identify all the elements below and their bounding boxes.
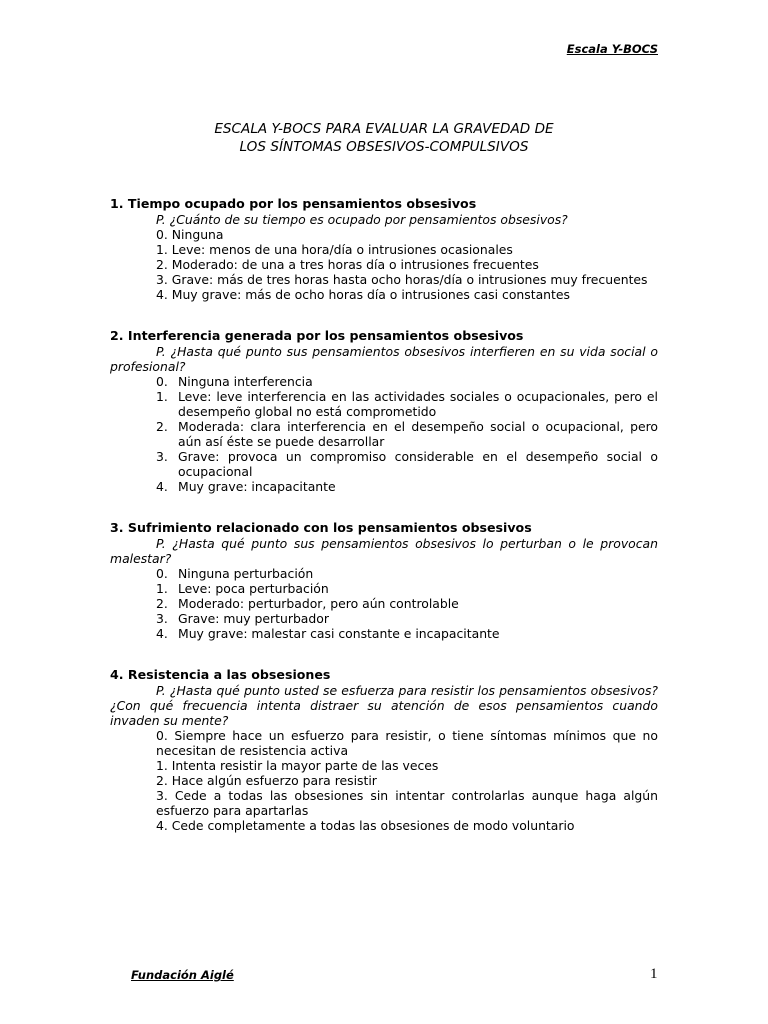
option-number: 0. bbox=[156, 566, 168, 581]
document-title bbox=[110, 120, 658, 156]
option-item: 0. Ninguna bbox=[156, 227, 224, 242]
option-item bbox=[110, 419, 658, 449]
option-item: 4. Cede completamente a todas las obsesiones de modo voluntario bbox=[156, 818, 575, 833]
option-item bbox=[110, 626, 658, 641]
option-item bbox=[110, 581, 658, 596]
option-item: 2. Hace algún esfuerzo para resistir bbox=[156, 773, 377, 788]
option-item: 4. Muy grave: más de ocho horas día o intrusiones casi constantes bbox=[156, 287, 570, 302]
section-heading: 2. Interferencia generada por los pensamientos obsesivos bbox=[110, 328, 524, 343]
option-item: 1. Intenta resistir la mayor parte de las veces bbox=[156, 758, 439, 773]
option-item bbox=[110, 449, 658, 479]
section-question: P. ¿Hasta qué punto usted se esfuerza para resistir los pensamientos obsesivos? ¿Con qué frecuencia intenta distraer su atención de esos pensamientos cuando invaden su mente? bbox=[110, 683, 658, 728]
option-item: 2. Moderado: de una a tres horas día o intrusiones frecuentes bbox=[156, 257, 539, 272]
section-3 bbox=[110, 520, 658, 641]
option-text: Ninguna interferencia bbox=[178, 374, 313, 389]
section-heading: 4. Resistencia a las obsesiones bbox=[110, 667, 331, 682]
section-2 bbox=[110, 328, 658, 494]
option-item: 3. Grave: más de tres horas hasta ocho horas/día o intrusiones muy frecuentes bbox=[156, 272, 648, 287]
option-text: Muy grave: incapacitante bbox=[178, 479, 336, 494]
option-item bbox=[110, 479, 658, 494]
section-question: P. ¿Cuánto de su tiempo es ocupado por pensamientos obsesivos? bbox=[156, 212, 568, 227]
option-number: 1. bbox=[156, 581, 168, 596]
document-title-line-2: LOS SÍNTOMAS OBSESIVOS-COMPULSIVOS bbox=[239, 139, 529, 155]
option-text: Moderada: clara interferencia en el desempeño social o ocupacional, pero aún así éste se puede desarrollar bbox=[178, 419, 658, 449]
footer-organization: Fundación Aiglé bbox=[131, 968, 234, 982]
option-number: 0. bbox=[156, 374, 168, 389]
document-title-line-1: ESCALA Y-BOCS PARA EVALUAR LA GRAVEDAD DE bbox=[214, 121, 554, 137]
option-number: 2. bbox=[156, 419, 168, 434]
option-item: 0. Siempre hace un esfuerzo para resistir, o tiene síntomas mínimos que no necesitan de resistencia activa bbox=[156, 728, 658, 758]
option-number: 4. bbox=[156, 626, 168, 641]
option-item: 1. Leve: menos de una hora/día o intrusiones ocasionales bbox=[156, 242, 513, 257]
option-item bbox=[110, 374, 658, 389]
document-body bbox=[110, 196, 658, 859]
option-text: Moderado: perturbador, pero aún controlable bbox=[178, 596, 459, 611]
section-1 bbox=[110, 196, 658, 302]
section-question: P. ¿Hasta qué punto sus pensamientos obsesivos lo perturban o le provocan malestar? bbox=[110, 536, 658, 566]
option-number: 2. bbox=[156, 596, 168, 611]
option-text: Grave: provoca un compromiso considerable en el desempeño social o ocupacional bbox=[178, 449, 658, 479]
section-4 bbox=[110, 667, 658, 833]
option-item bbox=[110, 389, 658, 419]
section-question: P. ¿Hasta qué punto sus pensamientos obsesivos interfieren en su vida social o profesional? bbox=[110, 344, 658, 374]
section-heading: 1. Tiempo ocupado por los pensamientos obsesivos bbox=[110, 196, 477, 211]
option-number: 4. bbox=[156, 479, 168, 494]
option-item bbox=[110, 611, 658, 626]
option-text: Leve: poca perturbación bbox=[178, 581, 329, 596]
page-number: 1 bbox=[650, 966, 658, 982]
option-text: Grave: muy perturbador bbox=[178, 611, 329, 626]
option-number: 3. bbox=[156, 449, 168, 464]
option-item bbox=[110, 566, 658, 581]
option-text: Leve: leve interferencia en las actividades sociales o ocupacionales, pero el desempeño global no está comprometido bbox=[178, 389, 658, 419]
option-item: 3. Cede a todas las obsesiones sin intentar controlarlas aunque haga algún esfuerzo para apartarlas bbox=[156, 788, 658, 818]
option-number: 1. bbox=[156, 389, 168, 404]
option-text: Ninguna perturbación bbox=[178, 566, 314, 581]
option-text: Muy grave: malestar casi constante e incapacitante bbox=[178, 626, 500, 641]
running-header: Escala Y-BOCS bbox=[566, 42, 658, 56]
option-item bbox=[110, 596, 658, 611]
section-heading: 3. Sufrimiento relacionado con los pensamientos obsesivos bbox=[110, 520, 532, 535]
option-number: 3. bbox=[156, 611, 168, 626]
